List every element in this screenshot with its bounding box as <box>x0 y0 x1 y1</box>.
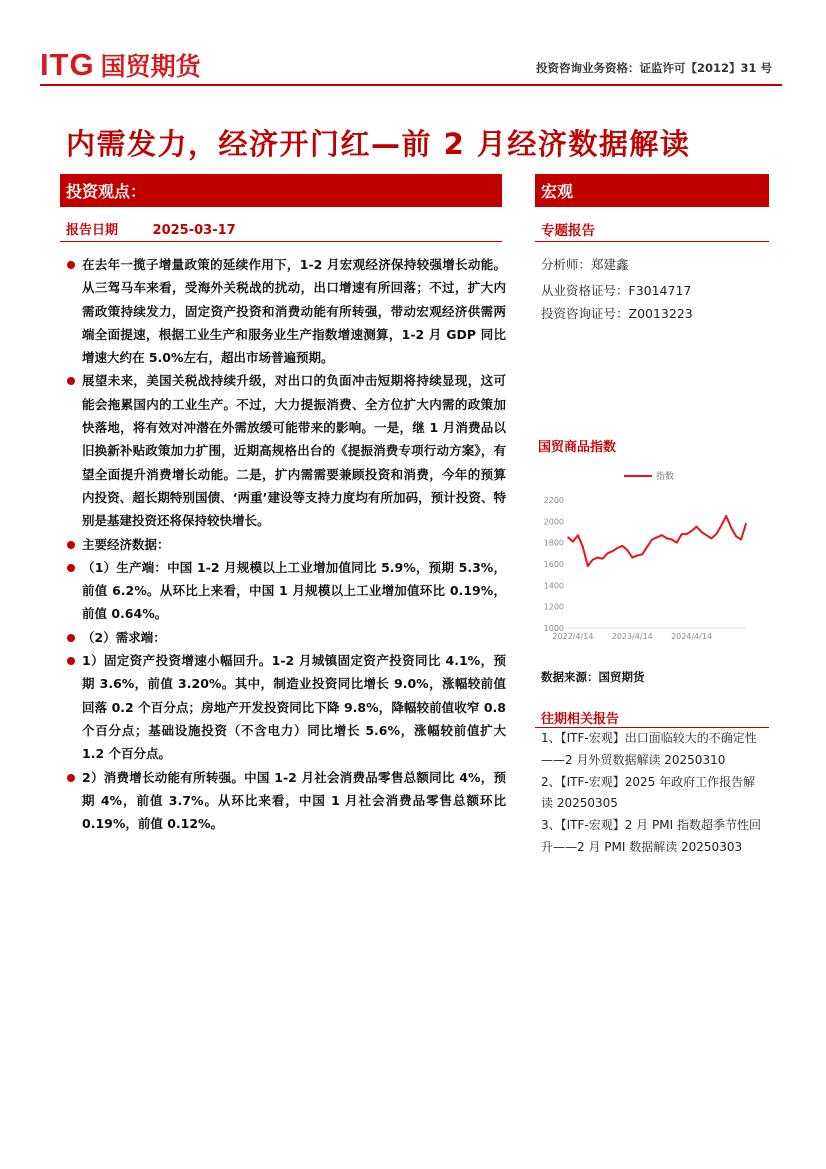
index-data-point <box>582 546 584 548</box>
related-reports-list <box>541 728 766 859</box>
index-data-point <box>706 534 708 536</box>
paragraph-text: 展望未来，美国关税战持续升级，对出口的负面冲击短期将持续显现，这可能会拖累国内的工业生产。不过，大力提振消费、全方位扩大内需的政策加快落地，将有效对冲潜在外需放缓可能带来的影响。一是，继 1 月消费品以旧换新补贴政策加力扩围，近期高规格出台的《提振消费专项行动方案》，有望全面提升消费增长动能。二是，扩内需需要兼顾投资和消费，今年的预算内投资、超长期特别国债、‘两重’建设等支持力度均有所加码，预计投资、特别是基建投资还将保持较快增长。 <box>82 373 506 529</box>
index-data-point <box>686 533 688 535</box>
report-title: 内需发力，经济开门红—前 2 月经济数据解读 <box>66 127 691 161</box>
index-data-point <box>656 537 658 539</box>
category-bar <box>535 174 769 207</box>
index-section-title: 国贸商品指数 <box>538 440 617 455</box>
y-tick-label: 1000 <box>543 624 564 633</box>
index-data-point <box>676 542 678 544</box>
index-data-point <box>622 545 624 547</box>
bullet-dot-icon <box>67 634 75 642</box>
index-data-point <box>661 534 663 536</box>
index-data-point <box>696 526 698 528</box>
index-data-point <box>666 538 668 540</box>
view-paragraph <box>66 649 506 765</box>
y-tick-label: 1600 <box>543 560 564 569</box>
index-data-point <box>651 539 653 541</box>
index-series-line <box>568 516 746 566</box>
view-paragraph <box>66 626 506 649</box>
index-data-point <box>592 559 594 561</box>
y-tick-label: 1400 <box>543 581 564 591</box>
paragraph-text: 主要经济数据： <box>82 536 170 552</box>
index-data-point <box>720 525 722 527</box>
view-paragraph <box>66 556 506 626</box>
license-info: 投资咨询业务资格：证监许可【2012】31 号 <box>535 61 772 75</box>
index-data-point <box>711 538 713 540</box>
index-data-point <box>646 546 648 548</box>
view-paragraph <box>66 533 506 556</box>
related-report-item[interactable]: 2、【ITF-宏观】2025 年政府工作报告解读 20250305 <box>541 774 756 811</box>
logo-itg-text: ITG <box>40 47 95 82</box>
chart-svg <box>538 466 756 650</box>
x-tick-label: 2022/4/14 <box>552 632 594 641</box>
index-data-point <box>602 558 604 560</box>
index-data-point <box>631 557 633 559</box>
index-data-point <box>636 555 638 557</box>
report-type-divider <box>535 241 769 242</box>
investment-view-bar <box>60 174 502 207</box>
bullet-dot-icon <box>67 657 75 665</box>
date-divider <box>60 241 502 242</box>
commodity-index-chart <box>538 466 756 650</box>
analyst-consulting-id: 投资咨询证号：Z0013223 <box>541 306 693 321</box>
y-tick-label: 1800 <box>543 538 564 548</box>
investment-view-body <box>66 253 506 835</box>
index-data-point <box>617 547 619 549</box>
paragraph-text: 2）消费增长动能有所转强。中国 1-2 月社会消费品零售总额同比 4%，预期 4%，前值 3.7%。从环比来看，中国 1 月社会消费品零售总额环比 0.19%，前值 0.12%。 <box>82 769 506 832</box>
index-data-point <box>641 554 643 556</box>
index-data-point <box>671 539 673 541</box>
index-data-point <box>725 515 727 517</box>
bullet-dot-icon <box>67 774 75 782</box>
paragraph-text: （1）生产端：中国 1-2 月规模以上工业增加值同比 5.9%，预期 5.3%，前值 6.2%。从环比上来看，中国 1 月规模以上工业增加值环比 0.19%，前值 0.64%。 <box>82 559 506 622</box>
x-tick-label: 2024/4/14 <box>671 632 713 641</box>
related-reports-title: 往期相关报告 <box>541 712 620 727</box>
index-data-point <box>735 535 737 537</box>
index-data-point <box>612 550 614 552</box>
index-data-point <box>577 534 579 536</box>
view-paragraph <box>66 369 506 532</box>
index-data-point <box>572 541 574 543</box>
analyst-qualification: 从业资格证号：F3014717 <box>541 283 692 298</box>
related-report-item[interactable]: 1、【ITF-宏观】出口面临较大的不确定性——2 月外贸数据解读 20250310 <box>541 731 757 767</box>
index-data-point <box>627 549 629 551</box>
index-data-point <box>607 553 609 555</box>
logo-company-name: 国贸期货 <box>100 52 201 81</box>
bullet-dot-icon <box>67 261 75 269</box>
index-data-point <box>597 557 599 559</box>
bullet-dot-icon <box>67 377 75 385</box>
legend-label: 指数 <box>656 472 675 482</box>
index-data-point <box>716 533 718 535</box>
index-data-point <box>730 527 732 529</box>
analyst-name: 分析师：郑建鑫 <box>541 257 629 272</box>
index-data-point <box>701 531 703 533</box>
index-data-point <box>587 565 589 567</box>
index-data-point <box>681 533 683 535</box>
y-tick-label: 2000 <box>543 517 564 527</box>
view-paragraph <box>66 253 506 369</box>
paragraph-text: 1）固定资产投资增速小幅回升。1-2 月城镇固定资产投资同比 4.1%，预期 3.6%，前值 3.20%。其中，制造业投资同比增长 9.0%，涨幅较前值回落 0.2 个百分点；房地产开发投资同比下降 9.8%，降幅较前值收窄 0.8 个百分点；基础设施投资（不含电力）同比增长 5.6%，涨幅较前值扩大 1.2 个百分点。 <box>82 653 506 762</box>
paragraph-text: （2）需求端： <box>82 629 166 645</box>
view-paragraph <box>66 766 506 836</box>
company-logo <box>40 48 201 82</box>
report-date-row <box>66 219 266 238</box>
related-report-item[interactable]: 3、【ITF-宏观】2 月 PMI 指数超季节性回升——2 月 PMI 数据解读 20250303 <box>541 818 761 854</box>
paragraph-text: 在去年一揽子增量政策的延续作用下，1-2 月宏观经济保持较强增长动能。从三驾马车来看，受海外关税战的扰动，出口增速有所回落；不过，扩大内需政策持续发力，固定资产投资和消费动能有所转强，带动宏观经济供需两端全面提速，根据工业生产和服务业生产指数增速测算，1-2 月 GDP 同比增速大约在 5.0%左右，超出市场普遍预期。 <box>82 257 506 366</box>
index-data-point <box>745 523 747 525</box>
y-tick-label: 2200 <box>543 496 564 505</box>
bullet-dot-icon <box>67 564 75 572</box>
index-data-point <box>740 539 742 541</box>
y-tick-label: 1200 <box>543 602 564 612</box>
x-tick-label: 2023/4/14 <box>611 632 653 641</box>
investment-view-label: 投资观点： <box>66 182 147 201</box>
data-source: 数据来源：国贸期货 <box>541 670 645 684</box>
header-divider <box>40 84 782 86</box>
report-date: 2025-03-17 <box>152 223 236 238</box>
index-data-point <box>691 530 693 532</box>
bullet-dot-icon <box>67 541 75 549</box>
report-date-label: 报告日期 <box>66 223 119 238</box>
report-type: 专题报告 <box>541 223 595 239</box>
index-data-point <box>567 537 569 539</box>
category-label: 宏观 <box>541 182 574 201</box>
